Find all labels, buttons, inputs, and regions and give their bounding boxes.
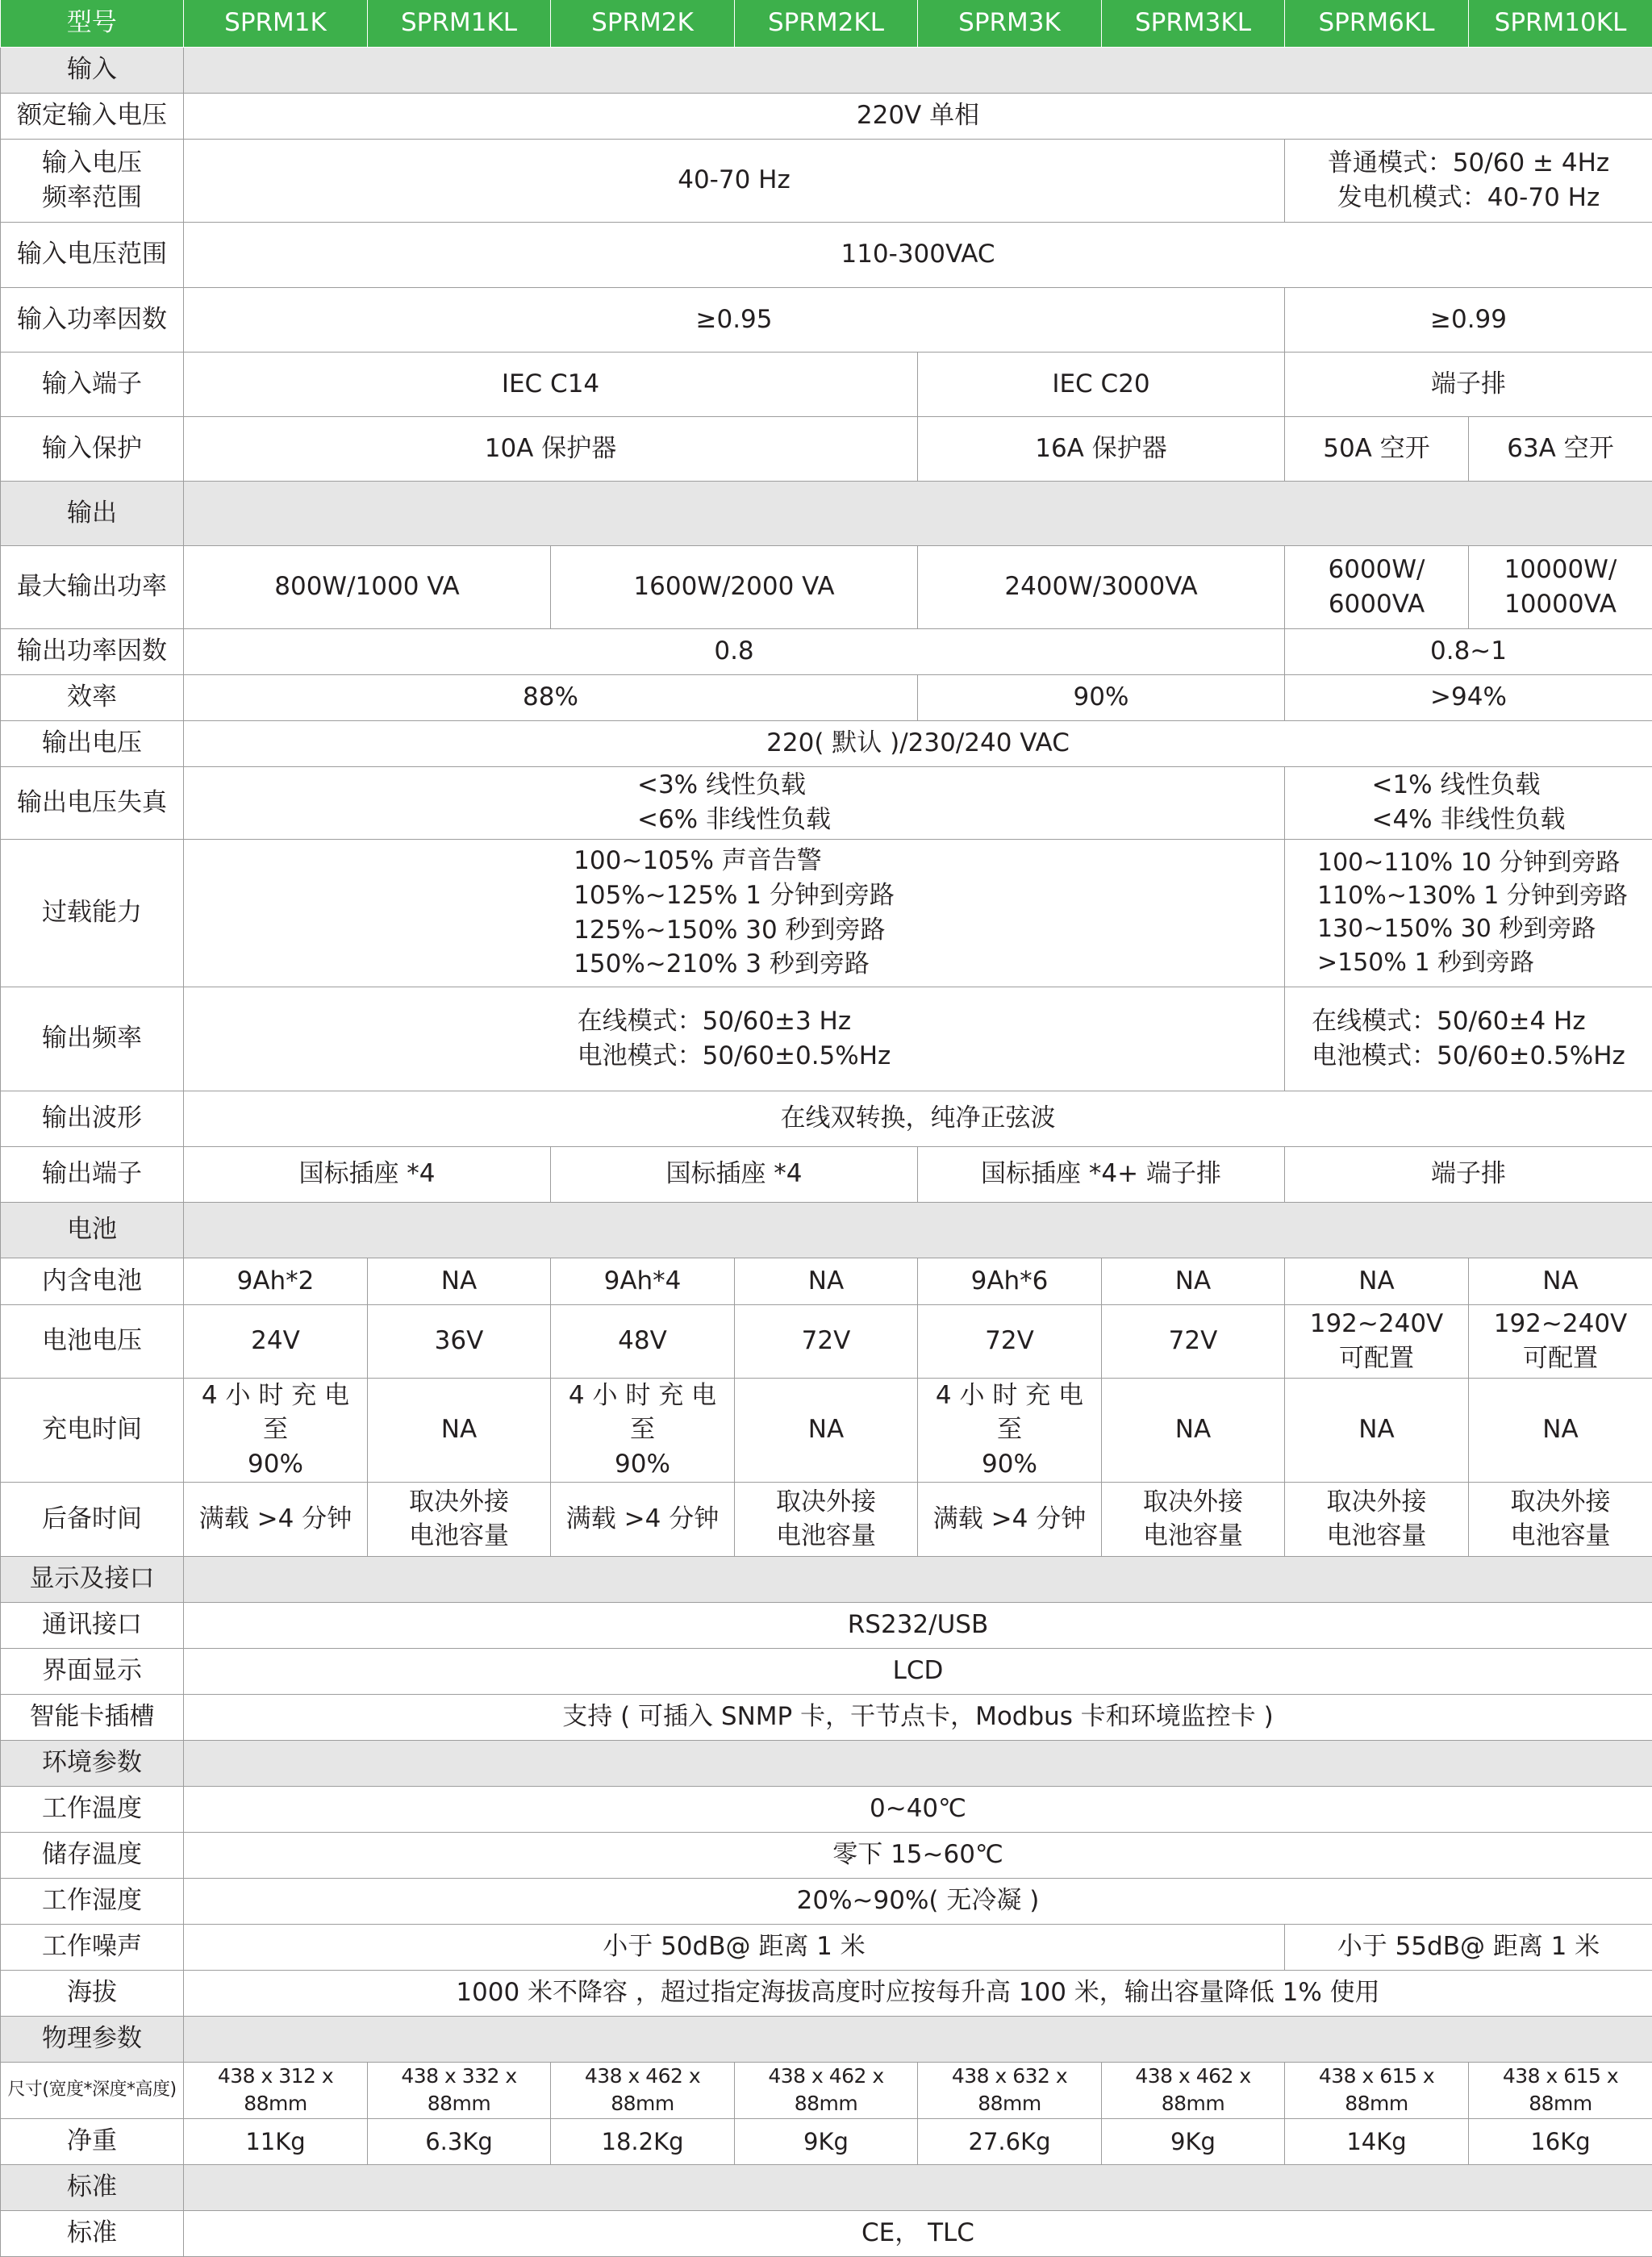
- cell: 48V: [551, 1304, 735, 1378]
- row-label: 工作温度: [1, 1786, 184, 1832]
- cell: IEC C14: [184, 352, 918, 416]
- cell: NA: [735, 1378, 918, 1482]
- cell: 438 x 615 x 88mm: [1285, 2062, 1469, 2118]
- cell: NA: [368, 1378, 551, 1482]
- model-header: SPRM6KL: [1285, 0, 1469, 47]
- row-label: 输出电压失真: [1, 766, 184, 839]
- cell: 满载 >4 分钟: [551, 1482, 735, 1556]
- cell: 0.8~1: [1285, 628, 1652, 674]
- table-row: [1, 987, 1652, 1091]
- cell: 国标插座 *4: [551, 1146, 918, 1202]
- cell: 438 x 462 x 88mm: [735, 2062, 918, 2118]
- cell: 1600W/2000 VA: [551, 545, 918, 628]
- cell: 90%: [918, 674, 1285, 720]
- table-row: [1, 1258, 1652, 1304]
- cell: 18.2Kg: [551, 2118, 735, 2164]
- cell: 438 x 615 x 88mm: [1469, 2062, 1652, 2118]
- header-row: [1, 0, 1652, 47]
- model-header: SPRM3KL: [1102, 0, 1285, 47]
- cell: 36V: [368, 1304, 551, 1378]
- section-title: 环境参数: [1, 1740, 184, 1786]
- row-label: 输出波形: [1, 1091, 184, 1146]
- row-label: 通讯接口: [1, 1602, 184, 1648]
- cell: ≥0.95: [184, 287, 1285, 352]
- table-row: [1, 720, 1652, 766]
- cell: 438 x 632 x 88mm: [918, 2062, 1102, 2118]
- cell: CE， TLC: [184, 2210, 1652, 2256]
- section-title: 物理参数: [1, 2016, 184, 2062]
- cell: 9Kg: [735, 2118, 918, 2164]
- row-label: 充电时间: [1, 1378, 184, 1482]
- row-label: 效率: [1, 674, 184, 720]
- row-label: 输出功率因数: [1, 628, 184, 674]
- table-row: [1, 1304, 1652, 1378]
- table-row: [1, 1091, 1652, 1146]
- table-row: [1, 674, 1652, 720]
- cell: 小于 50dB@ 距离 1 米: [184, 1924, 1285, 1970]
- cell: 满载 >4 分钟: [184, 1482, 368, 1556]
- section-row-display: [1, 1556, 1652, 1602]
- row-label: 内含电池: [1, 1258, 184, 1304]
- row-label: 输入电压范围: [1, 222, 184, 287]
- row-label: 过载能力: [1, 839, 184, 987]
- table-row: [1, 1832, 1652, 1878]
- cell: 满载 >4 分钟: [918, 1482, 1102, 1556]
- cell: 27.6Kg: [918, 2118, 1102, 2164]
- table-row: [1, 1602, 1652, 1648]
- row-label: 智能卡插槽: [1, 1694, 184, 1740]
- cell: 100~105% 声音告警 105%~125% 1 分钟到旁路 125%~150% 30 秒到旁路 150%~210% 3 秒到旁路: [574, 844, 895, 982]
- cell: NA: [368, 1258, 551, 1304]
- cell: 4 小 时 充 电 至 90%: [184, 1378, 368, 1482]
- table-row: [1, 416, 1652, 481]
- table-row: [1, 1694, 1652, 1740]
- cell: 取决外接 电池容量: [1102, 1482, 1285, 1556]
- cell: 10000W/ 10000VA: [1469, 545, 1652, 628]
- section-row-output: [1, 481, 1652, 545]
- cell: NA: [1469, 1378, 1652, 1482]
- row-label: 最大输出功率: [1, 545, 184, 628]
- cell: 50A 空开: [1285, 416, 1469, 481]
- row-label: 工作噪声: [1, 1924, 184, 1970]
- cell: 9Ah*6: [918, 1258, 1102, 1304]
- cell: 0.8: [184, 628, 1285, 674]
- cell: 438 x 332 x 88mm: [368, 2062, 551, 2118]
- cell: LCD: [184, 1648, 1652, 1694]
- cell: 63A 空开: [1469, 416, 1652, 481]
- section-title: 标准: [1, 2164, 184, 2210]
- cell: 11Kg: [184, 2118, 368, 2164]
- cell: 100~110% 10 分钟到旁路 110%~130% 1 分钟到旁路 130~150% 30 秒到旁路 >150% 1 秒到旁路: [1317, 846, 1628, 980]
- cell: 取决外接 电池容量: [735, 1482, 918, 1556]
- cell: 小于 55dB@ 距离 1 米: [1285, 1924, 1652, 1970]
- cell: 88%: [184, 674, 918, 720]
- row-label: 输入端子: [1, 352, 184, 416]
- row-label: 输入保护: [1, 416, 184, 481]
- table-row: [1, 139, 1652, 222]
- cell: 支持 ( 可插入 SNMP 卡，干节点卡，Modbus 卡和环境监控卡 ): [184, 1694, 1652, 1740]
- cell: 220( 默认 )/230/240 VAC: [184, 720, 1652, 766]
- cell: <3% 线性负载 <6% 非线性负载: [637, 768, 831, 837]
- table-row: [1, 222, 1652, 287]
- cell: 110-300VAC: [184, 222, 1652, 287]
- cell: 14Kg: [1285, 2118, 1469, 2164]
- cell: 9Ah*2: [184, 1258, 368, 1304]
- row-label: 尺寸(宽度*深度*高度): [1, 2062, 184, 2118]
- cell: 在线模式：50/60±3 Hz 电池模式：50/60±0.5%Hz: [578, 1004, 891, 1074]
- table-row: [1, 1878, 1652, 1924]
- row-label: 输入功率因数: [1, 287, 184, 352]
- section-row-standard: [1, 2164, 1652, 2210]
- cell: 16A 保护器: [918, 416, 1285, 481]
- cell: 72V: [735, 1304, 918, 1378]
- row-label: 输入电压 频率范围: [1, 139, 184, 222]
- cell: 0~40℃: [184, 1786, 1652, 1832]
- cell: 24V: [184, 1304, 368, 1378]
- cell: 40-70 Hz: [184, 139, 1285, 222]
- cell: ≥0.99: [1285, 287, 1652, 352]
- section-title: 输入: [1, 47, 184, 93]
- cell: RS232/USB: [184, 1602, 1652, 1648]
- table-row: [1, 1146, 1652, 1202]
- cell: 10A 保护器: [184, 416, 918, 481]
- cell: 2400W/3000VA: [918, 545, 1285, 628]
- cell: 800W/1000 VA: [184, 545, 551, 628]
- section-title: 输出: [1, 481, 184, 545]
- cell: 438 x 462 x 88mm: [551, 2062, 735, 2118]
- cell: 192~240V 可配置: [1285, 1304, 1469, 1378]
- cell: 9Ah*4: [551, 1258, 735, 1304]
- cell: NA: [735, 1258, 918, 1304]
- cell: 438 x 312 x 88mm: [184, 2062, 368, 2118]
- cell: 国标插座 *4: [184, 1146, 551, 1202]
- table-row: [1, 545, 1652, 628]
- section-row-env: [1, 1740, 1652, 1786]
- section-row-input: [1, 47, 1652, 93]
- row-label: 电池电压: [1, 1304, 184, 1378]
- table-row: [1, 352, 1652, 416]
- cell: NA: [1102, 1258, 1285, 1304]
- table-row: [1, 2118, 1652, 2164]
- table-row: [1, 287, 1652, 352]
- cell: NA: [1285, 1378, 1469, 1482]
- cell: 4 小 时 充 电 至 90%: [918, 1378, 1102, 1482]
- section-row-battery: [1, 1202, 1652, 1258]
- row-label: 额定输入电压: [1, 93, 184, 139]
- cell: 72V: [1102, 1304, 1285, 1378]
- table-row: [1, 628, 1652, 674]
- row-label: 标准: [1, 2210, 184, 2256]
- model-header: SPRM10KL: [1469, 0, 1652, 47]
- model-header: SPRM1K: [184, 0, 368, 47]
- table-row: [1, 839, 1652, 987]
- row-label: 储存温度: [1, 1832, 184, 1878]
- table-row: [1, 1482, 1652, 1556]
- cell: 零下 15~60℃: [184, 1832, 1652, 1878]
- row-label: 界面显示: [1, 1648, 184, 1694]
- model-header: SPRM1KL: [368, 0, 551, 47]
- section-title: 显示及接口: [1, 1556, 184, 1602]
- cell: 192~240V 可配置: [1469, 1304, 1652, 1378]
- section-row-physical: [1, 2016, 1652, 2062]
- cell: 端子排: [1285, 1146, 1652, 1202]
- table-row: [1, 766, 1652, 839]
- cell: 国标插座 *4+ 端子排: [918, 1146, 1285, 1202]
- cell: <1% 线性负载 <4% 非线性负载: [1371, 768, 1565, 837]
- row-label: 海拔: [1, 1970, 184, 2016]
- cell: NA: [1285, 1258, 1469, 1304]
- row-label: 后备时间: [1, 1482, 184, 1556]
- cell: 取决外接 电池容量: [1469, 1482, 1652, 1556]
- table-row: [1, 1786, 1652, 1832]
- cell: 端子排: [1285, 352, 1652, 416]
- cell: 在线双转换，纯净正弦波: [184, 1091, 1652, 1146]
- cell: 取决外接 电池容量: [368, 1482, 551, 1556]
- table-row: [1, 1970, 1652, 2016]
- model-header-label: 型号: [1, 0, 184, 47]
- table-row: [1, 1378, 1652, 1482]
- cell: 20%~90%( 无冷凝 ): [184, 1878, 1652, 1924]
- row-label: 净重: [1, 2118, 184, 2164]
- cell: IEC C20: [918, 352, 1285, 416]
- cell: 438 x 462 x 88mm: [1102, 2062, 1285, 2118]
- row-label: 工作湿度: [1, 1878, 184, 1924]
- row-label: 输出频率: [1, 987, 184, 1091]
- cell: 9Kg: [1102, 2118, 1285, 2164]
- cell: 6000W/ 6000VA: [1285, 545, 1469, 628]
- model-header: SPRM2K: [551, 0, 735, 47]
- cell: 16Kg: [1469, 2118, 1652, 2164]
- cell: 普通模式：50/60 ± 4Hz 发电机模式：40-70 Hz: [1285, 139, 1652, 222]
- cell: 1000 米不降容 ，超过指定海拔高度时应按每升高 100 米，输出容量降低 1% 使用: [184, 1970, 1652, 2016]
- cell: 72V: [918, 1304, 1102, 1378]
- table-row: [1, 1648, 1652, 1694]
- row-label: 输出端子: [1, 1146, 184, 1202]
- cell: 4 小 时 充 电 至 90%: [551, 1378, 735, 1482]
- cell: NA: [1102, 1378, 1285, 1482]
- table-row: [1, 1924, 1652, 1970]
- cell: 取决外接 电池容量: [1285, 1482, 1469, 1556]
- section-title: 电池: [1, 1202, 184, 1258]
- row-label: 输出电压: [1, 720, 184, 766]
- model-header: SPRM3K: [918, 0, 1102, 47]
- cell: NA: [1469, 1258, 1652, 1304]
- table-row: [1, 93, 1652, 139]
- cell: 在线模式：50/60±4 Hz 电池模式：50/60±0.5%Hz: [1312, 1004, 1625, 1074]
- cell: >94%: [1285, 674, 1652, 720]
- table-row: [1, 2062, 1652, 2118]
- cell: 6.3Kg: [368, 2118, 551, 2164]
- cell: 220V 单相: [184, 93, 1652, 139]
- model-header: SPRM2KL: [735, 0, 918, 47]
